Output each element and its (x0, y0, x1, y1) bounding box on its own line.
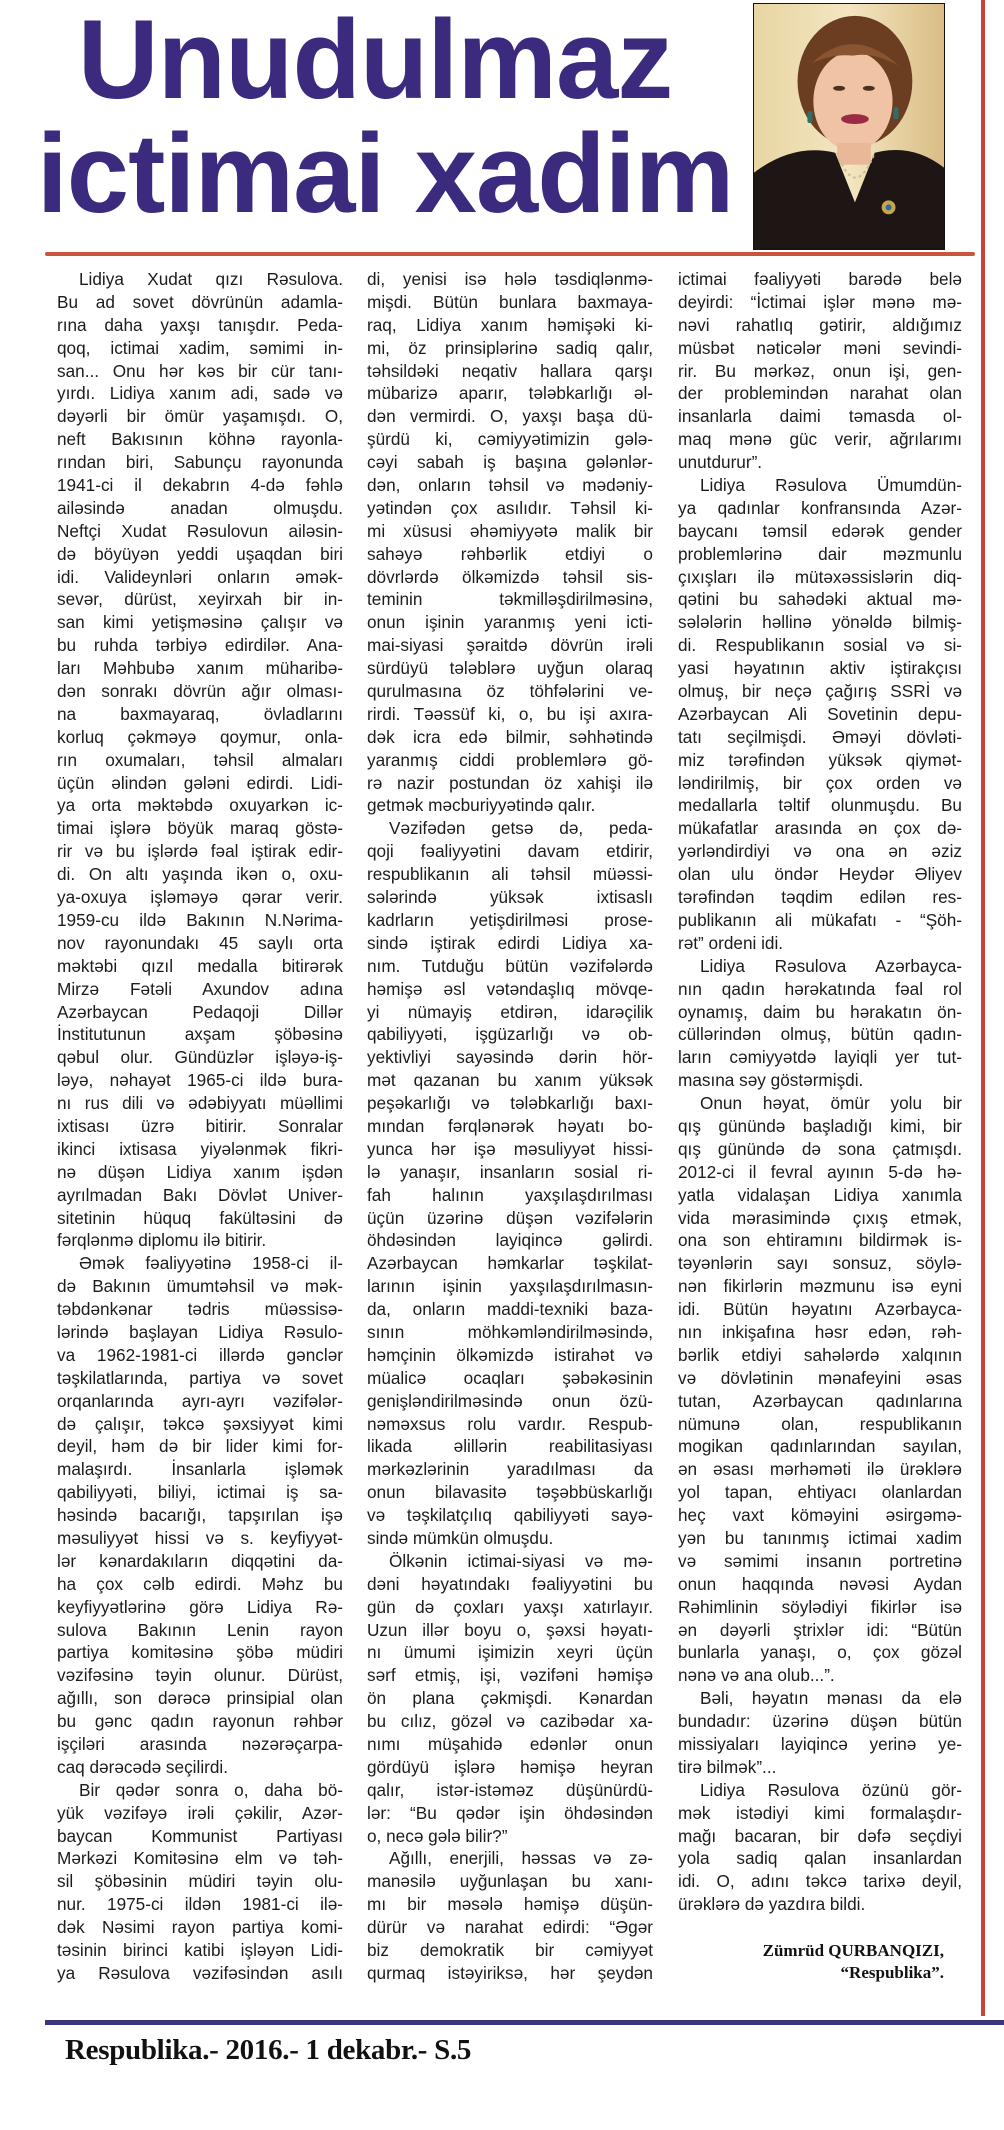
article-line: 2012-ci il fevral ayının 5-də hə- (678, 1161, 962, 1182)
article-line: Rəhimlinin söylədiyi fikirlər isə (678, 1596, 962, 1617)
article-line: dən vermirdi. O, yaxşı başa dü- (367, 406, 653, 427)
article-line: Azərbaycan Pedaqoji Dillər (57, 1001, 343, 1022)
article-line: bu cılız, gözəl və cazibədar xa- (367, 1711, 653, 1732)
article-line: mət qazanan bu xanım yüksək (367, 1070, 653, 1091)
article-line: İnstitutunun axşam şöbəsinə (57, 1024, 343, 1045)
article-line: teminin təkmilləşdirilməsinə, (367, 589, 653, 610)
article-line: də çalışır, təkcə şəxsiyyət kimi (57, 1413, 343, 1434)
article-line: yən bu tanınmış ictimai xadim (678, 1527, 962, 1548)
article-line: dəyərli bir ömür yaşamışdı. O, (57, 406, 343, 427)
article-line: likada əlillərin reabilitasiyası (367, 1436, 653, 1457)
article-line: təhsildəki neqativ hallara qarşı (367, 360, 653, 381)
article-line: sulova Bakının Lenin rayon (57, 1619, 343, 1640)
article-line: idi. Bütün həyatını Azərbayca- (678, 1299, 962, 1320)
article-line: genişləndirilməsində onun özü- (367, 1390, 653, 1411)
footer-divider-rule (45, 2020, 1004, 2025)
article-line: ürəklərə də yazdıra bildi. (678, 1894, 866, 1915)
article-line: biz demokratik bir cəmiyyət (367, 1940, 653, 1961)
article-line: missiyaları layiqincə yerinə ye- (678, 1734, 962, 1754)
article-line: dürür və narahat edirdi: “Əgər (367, 1917, 653, 1938)
article-line: ağıllı, son dərəcə prinsipial olan (57, 1688, 343, 1709)
article-line: gün də çoxları yaxşı xatırlayır. (367, 1596, 653, 1617)
article-line: insanlarla daimi təmasda ol- (678, 406, 962, 427)
article-line: di. On altı yaşında ikən o, oxu- (57, 864, 343, 885)
article-line: sələrində yüksək ixtisaslı (367, 887, 653, 908)
article-line: na baxmayaraq, övladlarını (57, 703, 343, 724)
article-line: üçün üzərinə düşən vəzifələrin (367, 1207, 653, 1228)
article-line: dək icra edə bilmir, səhhətində (367, 726, 653, 747)
article-line: yük vəzifəyə irəli çəkilir, Azər- (57, 1802, 343, 1823)
article-line: dövrlərdə ölkəmizdə təhsil sis- (367, 566, 653, 587)
article-line: nənə və ana olub...”. (678, 1665, 835, 1686)
article-line: qəbul olur. Gündüzlər işləyə-iş- (57, 1047, 343, 1068)
article-line: mərkəzlərinin yaradılması da (367, 1459, 653, 1480)
article-line: ikinci ixtisasa yiyələnmək fikri- (57, 1138, 343, 1159)
article-line: tərəfindən təqdim edilən res- (678, 887, 962, 908)
article-line: maq mənə güc verir, ağrılarımı (678, 429, 962, 450)
article-line: Ağıllı, enerjili, həssas və zə- (389, 1848, 653, 1869)
article-line: tatı seçilmişdi. Əməyi dövləti- (678, 726, 962, 747)
article-line: vəzifəsinə təyin olunur. Dürüst, (57, 1665, 343, 1686)
article-line: yektivliyi sayəsində dərin hör- (367, 1047, 653, 1068)
article-line: timai işlərə böyük maraq göstə- (57, 818, 343, 839)
article-line: mı bir məsələ həmişə düşün- (367, 1894, 653, 1915)
article-line: ayrılmadan Bakı Dövlət Univer- (57, 1184, 343, 1205)
article-line: lə yanaşır, insanların sosial ri- (367, 1161, 653, 1182)
article-line: qalır, istər-istəməz düşünürdü- (367, 1779, 653, 1800)
article-line: orqanlarında ayrı-ayrı vəzifələr- (57, 1390, 343, 1411)
article-line: baycanı təmsil edərək gender (678, 520, 962, 541)
article-line: lər kənardakıların diqqətini da- (57, 1550, 343, 1571)
article-line: qabiliyyəti, biliyi, ictimai iş sa- (57, 1482, 343, 1503)
article-line: sində mümkün olmuşdu. (367, 1527, 554, 1548)
article-line: Lidiya Rəsulova Azərbayca- (700, 955, 962, 976)
article-line: nəvi rahatlıq gətirir, aldığımız (678, 314, 962, 335)
article-line: baycan Kommunist Partiyası (57, 1825, 343, 1846)
article-line: mişdi. Bütün bunlara baxmaya- (367, 291, 653, 312)
article-line: yol tapan, ehtiyacı olanlardan (678, 1482, 962, 1503)
article-line: cəyi sabah iş başına gələnlər- (367, 452, 653, 473)
article-line: medallarla təltif olunmuşdu. Bu (678, 795, 962, 816)
article-line: mübarizə aparır, tələbkarlığı əl- (367, 383, 653, 404)
article-line: müsbət nəticələr məni sevindi- (678, 337, 962, 358)
article-column-2 (367, 268, 653, 1985)
article-line: Azərbaycan Ali Sovetinin depu- (678, 703, 962, 724)
article-line: qoji fəaliyyətini davam etdirir, (367, 841, 653, 862)
article-line: Bəli, həyatın mənası da elə (700, 1688, 962, 1709)
article-line: şürdü ki, cəmiyyətimizin gələ- (367, 429, 653, 450)
article-line: bərlik etdiyi sahələrdə xalqının (678, 1344, 962, 1365)
article-line: sevər, dürüst, xeyirxah bir in- (57, 589, 343, 610)
article-line: ların cəmiyyətdə layiqli yer tut- (678, 1047, 962, 1068)
headline-line-1: Unudulmaz (77, 0, 673, 122)
article-line: tutan, Azərbaycan qadınlarına (678, 1390, 962, 1411)
article-line: qış günündə başladığı kimi, bir (678, 1115, 962, 1136)
article-line: ya-oxuya işləməyə qərar verir. (57, 887, 343, 908)
article-line: sələlərin həllinə yönəldə bilmiş- (678, 612, 962, 633)
article-line: məktəbi qızıl medalla bitirərək (57, 955, 343, 976)
article-line: nə düşən Lidiya xanım işdən (57, 1161, 343, 1182)
article-line: təşkilatlarında, partiya və sovet (57, 1367, 343, 1388)
article-line: san kimi yetişməsinə çalışır və (57, 612, 343, 633)
article-line: fərqlənmə diplomu ilə bitirir. (57, 1230, 267, 1251)
article-line: rından biri, Sabunçu rayonunda (57, 452, 343, 473)
article-line: ön plana çəkmişdi. Kənardan (367, 1688, 653, 1709)
article-line: də Bakının ümumtəhsil və mək- (57, 1276, 343, 1297)
article-line: nı ümumi işimizin xeyri üçün (367, 1642, 653, 1663)
article-line: partiya komitəsinə şöbə müdiri (57, 1642, 343, 1663)
article-line: fah halının yaxşılaşdırılması (367, 1184, 653, 1205)
article-line: neft Bakısının köhnə rayonla- (57, 429, 343, 450)
article-line: bu gənc qadın rayonun rəhbər (57, 1711, 343, 1732)
vertical-red-rule (981, 0, 985, 2016)
article-line: ya qadınlar konfransında Azər- (678, 497, 962, 518)
article-line: Lidiya Rəsulova özünü gör- (700, 1779, 962, 1800)
article-line: rə nazir postundan öz xahişi ilə (367, 772, 653, 793)
article-line: lər: “Bu qədər işin öhdəsindən (367, 1802, 653, 1823)
article-line: təsinin birinci katibi işləyən Lidi- (57, 1940, 343, 1961)
article-line: di. Respublikanın sosial və si- (678, 635, 962, 656)
article-line: rət” ordeni idi. (678, 932, 784, 953)
article-line: həsində bacarığı, tapşırılan işə (57, 1505, 343, 1526)
article-line: yola sadiq qalan insanlardan (678, 1848, 962, 1869)
article-line: də böyüyən yeddi uşaqdan biri (57, 543, 343, 564)
article-line: da, onların maddi-texniki baza- (367, 1299, 653, 1320)
article-line: sərf etmiş, işi, vəzifəni həmişə (367, 1665, 653, 1686)
article-line: lərində başlayan Lidiya Rəsulo- (57, 1321, 343, 1342)
article-column-3 (678, 268, 962, 1916)
article-line: Lidiya Rəsulova Ümumdün- (700, 475, 962, 496)
article-line: dən sonrakı dövrün ağır olması- (57, 681, 343, 702)
article-line: olan ulu öndər Heydər Əliyev (678, 864, 962, 885)
article-line: yi nümayiş etdirən, idarəçilik (367, 1001, 653, 1022)
article-line: ləndirilmiş, bir çox orden və (678, 772, 962, 793)
article-line: yərləndirdiyi və ona ən əziz (678, 841, 962, 862)
author-signature (763, 1940, 944, 1984)
article-line: təyənlərin sayı sonsuz, söylə- (678, 1253, 962, 1274)
article-line: va 1962-1981-ci illərdə gənclər (57, 1344, 343, 1365)
article-line: Onun həyat, ömür yolu bir (700, 1093, 962, 1114)
article-line: yatla vidalaşan Lidiya xanımla (678, 1184, 962, 1205)
article-line: ən əsası mərhəməti ilə ürəklərə (678, 1459, 962, 1480)
article-line: olmuş, bir neçə çağırış SSRİ və (678, 681, 962, 702)
article-line: getmək məcburiyyətində qalır. (367, 795, 596, 816)
article-line: bundadır: üzərinə düşən bütün (678, 1711, 962, 1732)
article-line: Bir qədər sonra o, daha bö- (79, 1779, 343, 1800)
article-line: raq, Lidiya xanım həmişəki ki- (367, 314, 653, 335)
article-line: miz tərəfindən yüksək qiymət- (678, 749, 962, 770)
article-line: sində iştirak edirdi Lidiya xa- (367, 932, 653, 953)
article-line: sitetinin hüquq fakültəsini də (57, 1207, 343, 1228)
article-line: oynamış, daim bu hərakatın ön- (678, 1001, 962, 1022)
article-line: yaranmış ciddi problemlərə gö- (367, 749, 653, 770)
article-line: öhdəsindən layiqincə gəlirdi. (367, 1230, 653, 1251)
article-line: mai-siyasi şəraitdə dövrün irəli (367, 635, 653, 656)
article-line: mağı bacaran, bir dəfə seçdiyi (678, 1825, 962, 1846)
article-line: san... Onu hər kəs bir cür tanı- (57, 360, 343, 381)
article-line: rına daha yaxşı tanışdır. Peda- (57, 314, 343, 335)
article-line: dək Nəsimi rayon partiya komi- (57, 1917, 343, 1938)
article-line: təbdənkənar tədris müəssisə- (57, 1299, 343, 1320)
article-line: Vəzifədən getsə də, peda- (389, 818, 653, 839)
article-line: yətindən çox asılıdır. Təhsil ki- (367, 497, 653, 518)
article-line: 1941-ci il dekabrın 4-də fəhlə (57, 475, 343, 496)
article-line: bunlarla yanaşı, o, çox gözəl (678, 1642, 962, 1663)
article-line: ləyə, nəhayət 1965-ci ildə bura- (57, 1070, 343, 1091)
headline-line-2: ictimai xadim (36, 111, 734, 236)
article-line: cüllərindən olmuş, bütün qadın- (678, 1024, 962, 1045)
article-line: kadrların yetişdirilməsi prose- (367, 909, 653, 930)
article-line: rir və bu işlərdə fəal iştirak edir- (57, 841, 343, 862)
article-line: masına səy göstərmişdi. (678, 1070, 864, 1091)
article-column-1 (57, 268, 343, 1985)
article-line: nov rayonundakı 45 saylı orta (57, 932, 343, 953)
article-line: rirdi. Təəssüf ki, o, bu işi axıra- (367, 703, 653, 724)
article-line: sürdüyü tələblərə uyğun olaraq (367, 658, 653, 679)
article-line: ictimai fəaliyyəti barədə belə (678, 269, 962, 289)
article-line: onun haqqında nəvəsi Aydan (678, 1573, 962, 1594)
article-line: keyfiyyətlərinə görə Lidiya Rə- (57, 1596, 343, 1617)
article-line: manəsilə uyğunlaşan bu xanı- (367, 1871, 653, 1892)
article-line: ən dəyərli ştrixlər idi: “Bütün (678, 1619, 962, 1640)
article-line: qurulmasına öz töhfələrini ve- (367, 681, 653, 702)
article-line: mogikan qadınlarından sayılan, (678, 1436, 962, 1457)
article-line: heç vaxt köməyini əsirgəmə- (678, 1505, 962, 1526)
article-line: çıxışları ilə mütəxəssislərin diq- (678, 566, 962, 587)
headline-divider-rule (45, 252, 975, 256)
article-line: ya orta məktəbdə oxuyarkən ic- (57, 795, 343, 816)
article-line: respublikanın ali təhsil müəssi- (367, 864, 653, 885)
article-line: mək istədiyi kimi formalaşdır- (678, 1802, 962, 1823)
article-line: qabiliyyəti, işgüzarlığı və ob- (367, 1024, 653, 1045)
article-line: ha çox cəlb edirdi. Məhz bu (57, 1573, 343, 1594)
article-line: üçün əlindən gələni edirdi. Lidi- (57, 772, 343, 793)
article-line: Lidiya Xudat qızı Rəsulova. (79, 269, 343, 289)
article-line: vida mərasimində çıxış etmək, (678, 1207, 962, 1228)
author-name: Zümrüd QURBANQIZI, (762, 1941, 944, 1960)
article-line: sil şöbəsinin müdiri təyin olu- (57, 1871, 343, 1892)
article-line: dəni həyatındakı fəaliyyətini bu (367, 1573, 653, 1594)
article-line: nın inkişafına həsr edən, rəh- (678, 1321, 962, 1342)
article-line: yırdı. Lidiya xanım adi, sadə və (57, 383, 343, 404)
publication-name: “Respublika”. (840, 1963, 944, 1982)
article-line: Mərkəzi Komitəsinə elm və təh- (57, 1848, 343, 1869)
article-line: Ölkənin ictimai-siyasi və mə- (389, 1550, 653, 1571)
article-line: və dövlətinin mənafeyini əsas (678, 1367, 962, 1388)
article-line: mından fərqlənərək həyatı bo- (367, 1115, 653, 1136)
article-line: və səmimi insanın portretinə (678, 1550, 962, 1571)
article-line: mi, öz prinsiplərinə sadiq qalır, (367, 337, 653, 358)
article-line: nən fikirlərin məzmunu isə eyni (678, 1276, 962, 1297)
article-line: nımı müşahidə edənlər onun (367, 1734, 653, 1754)
article-line: bu ruhda tərbiyə edirdilər. Ana- (57, 635, 343, 656)
article-line: mi xüsusi əhəmiyyətə malik bir (367, 520, 653, 541)
article-line: Uzun illər boyu o, şəxsi həyatı- (367, 1619, 653, 1640)
article-line: Əmək fəaliyyətinə 1958-ci il- (79, 1253, 343, 1274)
article-line: tirə bilmək”... (678, 1756, 777, 1777)
article-line: yunca hər işə məsuliyyət hissi- (367, 1138, 653, 1159)
article-line: ixtisası üzrə bitirir. Sonralar (57, 1115, 343, 1136)
article-line: rir. Bu mərkəz, onun işi, gen- (678, 360, 962, 381)
article-line: caq dərəcədə seçilirdi. (57, 1756, 229, 1777)
article-line: problemlərinə dair məzmunlu (678, 543, 962, 564)
article-line: nın qadın hərəkatında fəal rol (678, 978, 962, 999)
article-line: sahəyə rəhbərlik etdiyi o (367, 543, 653, 564)
article-line: gördüyü işlərə həmişə heyran (367, 1756, 653, 1777)
article-line: nım. Tutduğu bütün vəzifələrdə (367, 955, 653, 976)
article-line: idi. O, adını təkcə tarixə deyil, (678, 1871, 962, 1892)
article-line: 1959-cu ildə Bakının N.Nərima- (57, 909, 343, 930)
article-line: larının işinin yaxşılaşdırılmasın- (367, 1276, 653, 1297)
article-line: ları Məhbubə xanım müharibə- (57, 658, 343, 679)
article-line: korluq çəkməyə qoymur, onla- (57, 726, 343, 747)
article-line: sının möhkəmləndirilməsində, (367, 1321, 653, 1342)
article-line: ona son ehtiramını bildirmək is- (678, 1230, 962, 1251)
article-line: Azərbaycan həmkarlar təşkilat- (367, 1253, 653, 1274)
article-line: Mirzə Fətəli Axundov adına (57, 978, 343, 999)
article-line: Bu ad sovet dövrünün adamla- (57, 291, 343, 312)
article-line: nı rus dili və ədəbiyyatı müəllimi (57, 1093, 343, 1114)
article-line: deyil, həm də bir lider kimi for- (57, 1436, 343, 1457)
article-line: publikanın ali mükafatı - “Şöh- (678, 909, 962, 930)
article-line: qış günündə də sona çatmışdı. (678, 1138, 962, 1159)
article-line: və təşkilatçılıq qabiliyyəti sayə- (367, 1505, 653, 1526)
article-line: qətini bu sahədəki aktual mə- (678, 589, 962, 610)
article-line: unutdurur”. (678, 452, 763, 473)
article-line: onun bilavasitə təşəbbüskarlığı (367, 1482, 653, 1503)
article-line: di, yenisi isə hələ təsdiqlənmə- (367, 269, 653, 289)
article-line: həmçinin ölkəmizdə istirahət və (367, 1344, 653, 1365)
portrait-image-icon (754, 4, 944, 249)
article-line: nur. 1975-ci ildən 1981-ci ilə- (57, 1894, 343, 1915)
article-line: malaşırdı. İnsanlarla işləmək (57, 1459, 343, 1480)
article-line: qoq, ictimai xadim, səmimi in- (57, 337, 343, 358)
article-line: peşəkarlığı və tələbkarlığı baxı- (367, 1093, 653, 1114)
article-line: ailəsində anadan olmuşdu. (57, 497, 343, 518)
article-line: onun işinin yaranmış yeni icti- (367, 612, 653, 633)
article-line: nəməxsus rolu vardır. Respub- (367, 1413, 653, 1434)
source-citation: Respublika.- 2016.- 1 dekabr.- S.5 (65, 2034, 472, 2066)
article-line: nümunə olan, respublikanın (678, 1413, 962, 1434)
article-line: deyirdi: “İctimai işlər mənə mə- (678, 291, 962, 312)
article-line: der problemindən narahat olan (678, 383, 962, 404)
article-line: qurmaq istəyiriksə, hər şeydən (367, 1962, 653, 1983)
article-line: yasi həyatının aktiv iştirakçısı (678, 658, 962, 679)
article-line: ya Rəsulova vəzifəsindən asılı (57, 1962, 343, 1983)
portrait-photo (753, 3, 945, 250)
article-line: idi. Valideynləri onların əmək- (57, 566, 343, 587)
article-line: həmişə əsl vətəndaşlıq mövqe- (367, 978, 653, 999)
article-line: işçiləri arasında nəzərəçarpa- (57, 1734, 343, 1754)
article-line: o, necə gələ bilir?” (367, 1825, 508, 1846)
article-line: rın oxumaları, təhsil almaları (57, 749, 343, 770)
article-line: mükafatlar arasında ən çox də- (678, 818, 962, 839)
article-line: dən, onların təhsil və mədəniy- (367, 475, 653, 496)
article-line: müalicə ocaqları şəbəkəsinin (367, 1367, 653, 1388)
article-line: məsuliyyət hissi və s. keyfiyyət- (57, 1527, 343, 1548)
article-line: Neftçi Xudat Rəsulovun ailəsin- (57, 520, 343, 541)
